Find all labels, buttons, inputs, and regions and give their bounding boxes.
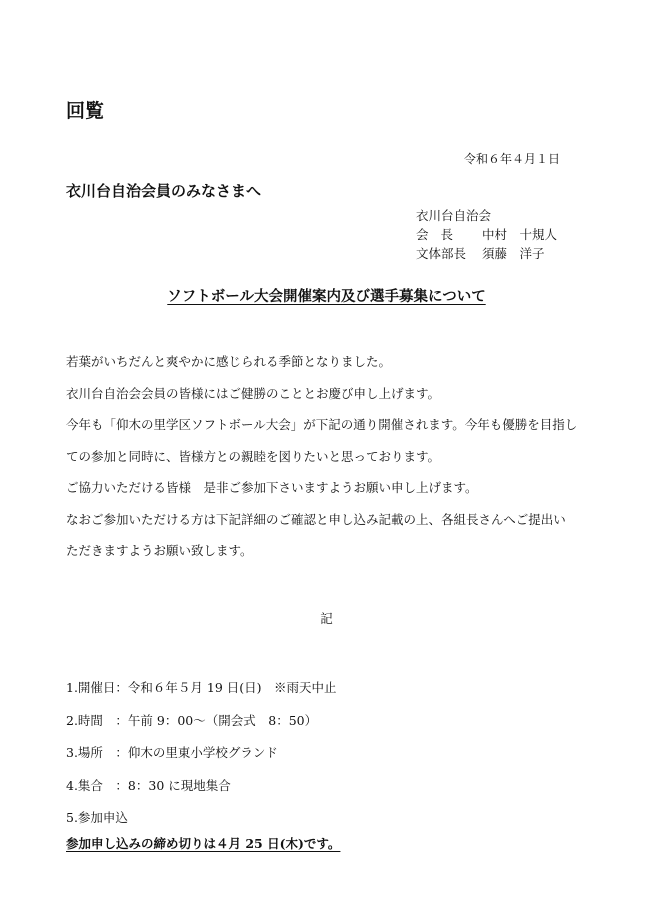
detail-item: 3.場所 ：仰木の里東小学校グランド bbox=[66, 745, 278, 760]
body-line: ただきますようお願い致します。 bbox=[66, 543, 253, 558]
sender-line bbox=[416, 225, 557, 244]
sender-line bbox=[416, 244, 557, 263]
circular-heading: 回覧 bbox=[66, 100, 105, 122]
body-line: ご協力いただける皆様 是非ご参加下さいますようお願い申し上げます。 bbox=[66, 480, 478, 495]
detail-item: 4.集合 ：8：30 に現地集合 bbox=[66, 777, 231, 793]
sender-role: 会長 bbox=[416, 227, 466, 242]
sender-name: 中村 十規人 bbox=[482, 227, 558, 242]
body-line: 衣川台自治会会員の皆様にはご健勝のこととお慶び申し上げます。 bbox=[66, 385, 441, 401]
addressee: 衣川台自治会員のみなさまへ bbox=[66, 182, 262, 200]
sender-name: 須藤 洋子 bbox=[482, 246, 545, 261]
sender-role: 文体部長 bbox=[416, 246, 467, 261]
subject-text: ソフトボール大会開催案内及び選手募集について bbox=[167, 288, 486, 305]
deadline-note bbox=[66, 834, 340, 852]
body-line: なおご参加いただける方は下記詳細のご確認と申し込み記載の上、各組長さんへご提出い bbox=[66, 511, 566, 527]
body-text bbox=[66, 346, 578, 567]
detail-item: 5.参加申込 bbox=[66, 810, 128, 825]
body-line: ての参加と同時に、皆様方との親睦を図りたいと思っております。 bbox=[66, 448, 441, 464]
sender-org: 衣川台自治会 bbox=[416, 208, 492, 223]
detail-item: 2.時間 ：午前 9：00～（開会式 8：50） bbox=[66, 712, 318, 728]
body-line: 若葉がいちだんと爽やかに感じられる季節となりました。 bbox=[66, 354, 392, 369]
details-list bbox=[66, 672, 337, 835]
ki-marker: 記 bbox=[320, 611, 333, 626]
deadline-text: 参加申し込みの締め切りは４月 25 日(木)です。 bbox=[66, 836, 341, 851]
issue-date: 令和６年４月１日 bbox=[463, 152, 560, 166]
body-line: 今年も「仰木の里学区ソフトボール大会」が下記の通り開催されます。今年も優勝を目指し bbox=[66, 417, 578, 432]
subject-title bbox=[0, 285, 653, 306]
detail-item: 1.開催日：令和６年５月 19 日(日) ※雨天中止 bbox=[66, 680, 337, 695]
sender-block bbox=[416, 206, 557, 263]
